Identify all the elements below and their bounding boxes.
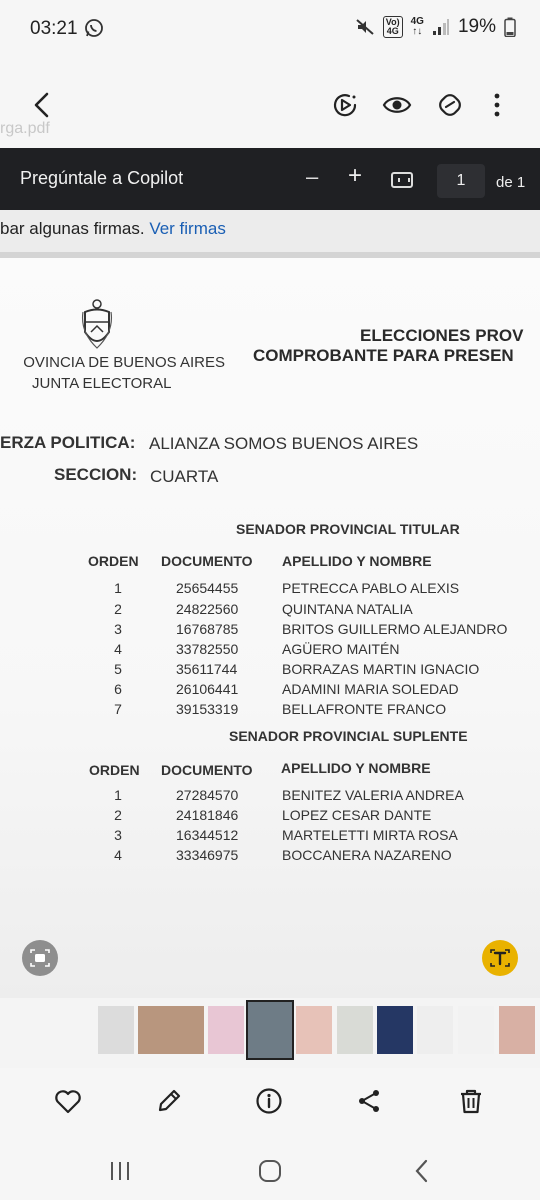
orden-header: ORDEN: [89, 762, 140, 778]
table-row: 1 25654455 PETRECCA PABLO ALEXIS: [114, 580, 460, 596]
thumbnail[interactable]: [499, 1006, 535, 1054]
zoom-in-button: +: [348, 162, 363, 189]
mute-icon: [355, 17, 375, 37]
file-name: rga.pdf: [0, 120, 50, 137]
status-bar: [0, 0, 540, 60]
recent-apps-icon[interactable]: [106, 1158, 134, 1184]
thumbnail[interactable]: [377, 1006, 413, 1054]
signal-icon: [432, 18, 450, 36]
back-icon[interactable]: [28, 90, 58, 120]
thumbnail[interactable]: [138, 1006, 204, 1054]
status-icons: [355, 16, 516, 38]
pdf-toolbar: [0, 148, 540, 210]
delete-icon[interactable]: [456, 1086, 486, 1116]
documento-header: DOCUMENTO: [161, 553, 253, 569]
navigation-bar: [0, 1140, 540, 1200]
document-subtitle: COMPROBANTE PARA PRESEN: [253, 346, 514, 365]
copilot-prompt: Pregúntale a Copilot: [20, 168, 184, 188]
zoom-out-button: –: [306, 164, 319, 189]
volte-badge: Vo) 4G: [383, 16, 403, 38]
table-row: 4 33346975 BOCCANERA NAZARENO: [114, 847, 452, 863]
thumbnail[interactable]: [208, 1006, 244, 1054]
signature-bar: [0, 210, 540, 252]
page-total: de 1: [496, 174, 526, 191]
back-nav-icon[interactable]: [408, 1158, 436, 1184]
seccion-value: CUARTA: [150, 467, 219, 486]
gallery-icon[interactable]: [22, 940, 58, 976]
fuerza-politica-value: ALIANZA SOMOS BUENOS AIRES: [149, 434, 419, 453]
table-row: 6 26106441 ADAMINI MARIA SOLEDAD: [114, 681, 459, 697]
table-row: 2 24822560 QUINTANA NATALIA: [114, 601, 413, 617]
fuerza-politica-label: ERZA POLITICA:: [0, 433, 136, 452]
document-title: ELECCIONES PROV: [360, 326, 524, 345]
table-row: 3 16344512 MARTELETTI MIRTA ROSA: [114, 827, 458, 843]
table-row: 2 24181846 LOPEZ CESAR DANTE: [114, 807, 432, 823]
table-row: 5 35611744 BORRAZAS MARTIN IGNACIO: [114, 661, 480, 677]
table-row: 7 39153319 BELLAFRONTE FRANCO: [114, 701, 447, 717]
table-row: 1 27284570 BENITEZ VALERIA ANDREA: [114, 787, 464, 803]
action-bar: [0, 1068, 540, 1138]
orden-header: ORDEN: [88, 553, 139, 569]
home-icon[interactable]: [256, 1158, 284, 1184]
battery-icon: [504, 17, 516, 37]
view-signatures-link: Ver firmas: [149, 219, 226, 238]
thumbnail[interactable]: [417, 1006, 453, 1054]
remaster-icon[interactable]: [330, 90, 360, 120]
data-type-badge: 4G ↑↓: [410, 16, 424, 37]
favorite-icon[interactable]: [53, 1086, 83, 1116]
seccion-label: SECCION:: [54, 465, 138, 484]
page-number: 1: [437, 164, 485, 198]
thumbnail[interactable]: [296, 1006, 332, 1054]
fit-page-icon: [391, 172, 413, 188]
junta-name: JUNTA ELECTORAL: [32, 375, 172, 392]
text-extract-icon[interactable]: [482, 940, 518, 976]
documento-header: DOCUMENTO: [161, 762, 253, 778]
province-crest-icon: [80, 298, 114, 352]
thumbnail[interactable]: [458, 1006, 494, 1054]
suplentes-title: SENADOR PROVINCIAL SUPLENTE: [229, 728, 468, 744]
whatsapp-icon: [84, 18, 104, 38]
battery-percent: 19%: [457, 16, 496, 37]
signature-text: bar algunas firmas.: [0, 219, 145, 238]
details-icon[interactable]: [254, 1086, 284, 1116]
status-time: 03:21: [30, 18, 78, 39]
eye-icon[interactable]: [382, 90, 412, 120]
viewer-top-bar: [0, 60, 540, 150]
table-row: 3 16768785 BRITOS GUILLERMO ALEJANDRO: [114, 621, 508, 637]
sync-icon[interactable]: [435, 90, 465, 120]
province-name: OVINCIA DE BUENOS AIRES: [23, 354, 225, 371]
nombre-header: APELLIDO Y NOMBRE: [281, 760, 431, 776]
photo-content[interactable]: [0, 148, 540, 998]
thumbnail-strip: [0, 998, 540, 1070]
thumbnail[interactable]: [337, 1006, 373, 1054]
titulares-title: SENADOR PROVINCIAL TITULAR: [236, 521, 460, 537]
thumbnail[interactable]: [98, 1006, 134, 1054]
thumbnail-selected[interactable]: [248, 1002, 292, 1058]
share-icon[interactable]: [354, 1086, 384, 1116]
table-row: 4 33782550 AGÜERO MAITÉN: [114, 641, 400, 657]
nombre-header: APELLIDO Y NOMBRE: [282, 553, 432, 569]
more-icon[interactable]: [482, 90, 512, 120]
document-page: [0, 258, 540, 998]
edit-icon[interactable]: [154, 1086, 184, 1116]
